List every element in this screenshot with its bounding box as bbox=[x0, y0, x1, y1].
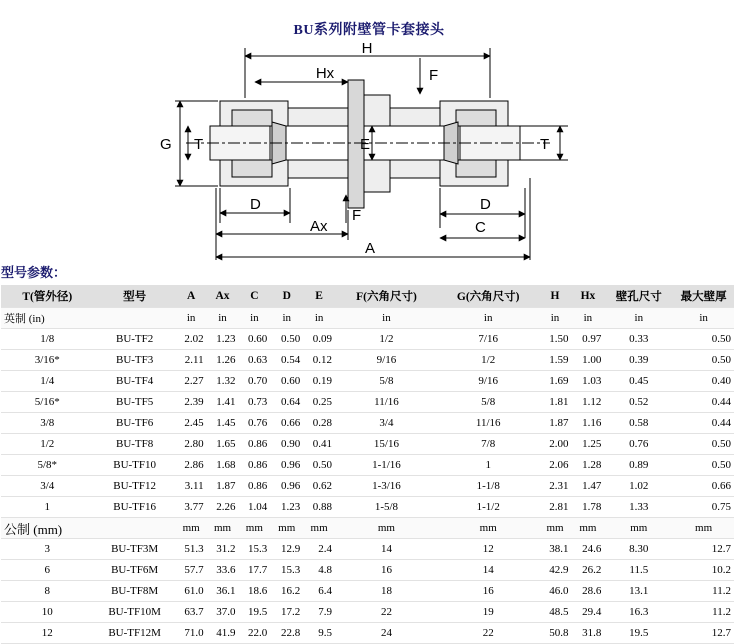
table-cell: 8.30 bbox=[604, 539, 673, 560]
table-cell: in bbox=[207, 308, 239, 329]
table-cell: 1-1/2 bbox=[438, 497, 539, 518]
column-header: 型号 bbox=[94, 285, 176, 308]
table-cell: 0.97 bbox=[571, 329, 604, 350]
table-cell: 1.26 bbox=[207, 350, 239, 371]
table-cell: 2.27 bbox=[176, 371, 207, 392]
label-H: H bbox=[361, 40, 373, 57]
table-row bbox=[1, 350, 734, 371]
table-row bbox=[1, 476, 734, 497]
table-cell: 26.2 bbox=[571, 560, 604, 581]
table-cell: 0.33 bbox=[604, 329, 673, 350]
table-cell bbox=[94, 308, 176, 329]
table-cell: 1.59 bbox=[539, 350, 572, 371]
table-cell: 5/8 bbox=[438, 392, 539, 413]
table-cell: 0.50 bbox=[673, 350, 734, 371]
label-F-top: F bbox=[429, 67, 439, 84]
column-header: A bbox=[176, 285, 207, 308]
table-cell: mm bbox=[438, 518, 539, 539]
table-cell: 1.28 bbox=[571, 455, 604, 476]
table-cell: 0.90 bbox=[270, 434, 303, 455]
table-cell: 公制 (mm) bbox=[1, 518, 94, 539]
table-cell: 8 bbox=[1, 581, 94, 602]
table-cell: 1/2 bbox=[438, 350, 539, 371]
table-cell: 0.86 bbox=[238, 434, 270, 455]
table-cell: mm bbox=[207, 518, 239, 539]
table-cell: 33.6 bbox=[207, 560, 239, 581]
spec-table bbox=[1, 285, 734, 644]
table-cell: 1.33 bbox=[604, 497, 673, 518]
table-cell: 19 bbox=[438, 602, 539, 623]
table-cell: 1.03 bbox=[571, 371, 604, 392]
table-cell: 22.8 bbox=[270, 623, 303, 644]
table-cell: BU-TF5 bbox=[94, 392, 176, 413]
table-cell: 2.02 bbox=[176, 329, 207, 350]
table-row bbox=[1, 371, 734, 392]
table-cell: 1 bbox=[438, 455, 539, 476]
table-cell: in bbox=[270, 308, 303, 329]
table-row bbox=[1, 455, 734, 476]
table-cell: 1/4 bbox=[1, 371, 94, 392]
table-cell: BU-TF3M bbox=[94, 539, 176, 560]
table-cell: 9.5 bbox=[303, 623, 335, 644]
table-cell: 46.0 bbox=[539, 581, 572, 602]
table-cell: BU-TF10 bbox=[94, 455, 176, 476]
label-T-right: T bbox=[540, 136, 550, 153]
column-header: D bbox=[270, 285, 303, 308]
table-cell: 0.70 bbox=[238, 371, 270, 392]
table-row bbox=[1, 392, 734, 413]
table-cell: 16.2 bbox=[270, 581, 303, 602]
table-cell: in bbox=[176, 308, 207, 329]
table-cell: mm bbox=[604, 518, 673, 539]
table-cell: 2.26 bbox=[207, 497, 239, 518]
table-cell: 0.40 bbox=[673, 371, 734, 392]
table-cell: 0.76 bbox=[604, 434, 673, 455]
table-cell: 2.45 bbox=[176, 413, 207, 434]
table-cell: 2.86 bbox=[176, 455, 207, 476]
table-cell: mm bbox=[270, 518, 303, 539]
table-cell: BU-TF12M bbox=[94, 623, 176, 644]
label-C: C bbox=[475, 219, 486, 236]
label-Hx: Hx bbox=[315, 65, 335, 82]
table-header-row bbox=[1, 285, 734, 308]
table-cell: 48.5 bbox=[539, 602, 572, 623]
table-cell: 1.12 bbox=[571, 392, 604, 413]
label-F-bottom: F bbox=[352, 207, 362, 224]
table-cell: 28.6 bbox=[571, 581, 604, 602]
column-header: Hx bbox=[571, 285, 604, 308]
table-cell: 1.02 bbox=[604, 476, 673, 497]
table-cell: 31.2 bbox=[207, 539, 239, 560]
table-cell: 1.68 bbox=[207, 455, 239, 476]
table-cell: 3/4 bbox=[335, 413, 438, 434]
table-cell: 11/16 bbox=[335, 392, 438, 413]
table-cell: 1/2 bbox=[1, 434, 94, 455]
table-cell: 7/8 bbox=[438, 434, 539, 455]
table-cell: mm bbox=[673, 518, 734, 539]
table-cell: 0.75 bbox=[673, 497, 734, 518]
table-cell: 3.77 bbox=[176, 497, 207, 518]
table-cell: 0.52 bbox=[604, 392, 673, 413]
table-cell: 0.54 bbox=[270, 350, 303, 371]
fitting-diagram bbox=[150, 38, 580, 263]
table-cell: in bbox=[335, 308, 438, 329]
table-cell: 57.7 bbox=[176, 560, 207, 581]
table-cell: 9/16 bbox=[438, 371, 539, 392]
table-cell: 15.3 bbox=[238, 539, 270, 560]
table-cell: 0.86 bbox=[238, 476, 270, 497]
column-header: 壁孔尺寸 bbox=[604, 285, 673, 308]
table-cell: 22 bbox=[335, 602, 438, 623]
table-cell: 1.78 bbox=[571, 497, 604, 518]
table-row bbox=[1, 329, 734, 350]
table-cell: BU-TF3 bbox=[94, 350, 176, 371]
table-cell: 1.69 bbox=[539, 371, 572, 392]
table-cell: BU-TF2 bbox=[94, 329, 176, 350]
table-cell: in bbox=[539, 308, 572, 329]
table-cell: 14 bbox=[335, 539, 438, 560]
table-cell: 0.64 bbox=[270, 392, 303, 413]
table-cell: 13.1 bbox=[604, 581, 673, 602]
table-row bbox=[1, 623, 734, 644]
column-header: H bbox=[539, 285, 572, 308]
table-cell: 0.60 bbox=[270, 371, 303, 392]
table-cell: 12.9 bbox=[270, 539, 303, 560]
table-cell: 0.66 bbox=[673, 476, 734, 497]
table-row bbox=[1, 539, 734, 560]
table-cell: 18.6 bbox=[238, 581, 270, 602]
table-cell: 2.81 bbox=[539, 497, 572, 518]
table-cell: 0.28 bbox=[303, 413, 335, 434]
table-cell: 0.19 bbox=[303, 371, 335, 392]
table-cell: 1-5/8 bbox=[335, 497, 438, 518]
table-cell: 0.45 bbox=[604, 371, 673, 392]
table-cell: 1.23 bbox=[270, 497, 303, 518]
table-cell: in bbox=[673, 308, 734, 329]
table-cell: 5/8 bbox=[335, 371, 438, 392]
table-cell: 1-1/16 bbox=[335, 455, 438, 476]
table-cell: 3/16* bbox=[1, 350, 94, 371]
column-header: F(六角尺寸) bbox=[335, 285, 438, 308]
unit-row bbox=[1, 518, 734, 539]
table-cell: 22 bbox=[438, 623, 539, 644]
table-cell: 6 bbox=[1, 560, 94, 581]
table-cell: 1.81 bbox=[539, 392, 572, 413]
table-cell: 7.9 bbox=[303, 602, 335, 623]
table-cell: 2.11 bbox=[176, 350, 207, 371]
page-title: BU系列附壁管卡套接头 bbox=[293, 23, 445, 38]
table-cell: 11.2 bbox=[673, 602, 734, 623]
table-cell: 29.4 bbox=[571, 602, 604, 623]
column-header: 最大壁厚 bbox=[673, 285, 734, 308]
table-cell: 37.0 bbox=[207, 602, 239, 623]
table-cell: 1/2 bbox=[335, 329, 438, 350]
table-cell: 16 bbox=[335, 560, 438, 581]
table-cell: 11.2 bbox=[673, 581, 734, 602]
table-cell: 7/16 bbox=[438, 329, 539, 350]
column-header: T(管外径) bbox=[1, 285, 94, 308]
table-cell: 1.50 bbox=[539, 329, 572, 350]
table-cell: 16 bbox=[438, 581, 539, 602]
table-cell: 41.9 bbox=[207, 623, 239, 644]
label-E: E bbox=[360, 136, 371, 153]
table-cell: 3/8 bbox=[1, 413, 94, 434]
table-cell: 1.87 bbox=[539, 413, 572, 434]
table-row bbox=[1, 602, 734, 623]
table-cell: 0.96 bbox=[270, 455, 303, 476]
column-header: G(六角尺寸) bbox=[438, 285, 539, 308]
table-cell: 1-1/8 bbox=[438, 476, 539, 497]
label-G: G bbox=[160, 136, 172, 153]
table-cell: BU-TF8 bbox=[94, 434, 176, 455]
table-cell: 0.09 bbox=[303, 329, 335, 350]
table-cell: 50.8 bbox=[539, 623, 572, 644]
unit-row bbox=[1, 308, 734, 329]
table-row bbox=[1, 581, 734, 602]
table-cell: 22.0 bbox=[238, 623, 270, 644]
table-cell: 38.1 bbox=[539, 539, 572, 560]
table-cell: 71.0 bbox=[176, 623, 207, 644]
table-cell: 1.41 bbox=[207, 392, 239, 413]
table-cell: 6.4 bbox=[303, 581, 335, 602]
table-cell: 0.44 bbox=[673, 413, 734, 434]
table-cell: 0.96 bbox=[270, 476, 303, 497]
table-cell: 24 bbox=[335, 623, 438, 644]
table-cell: 14 bbox=[438, 560, 539, 581]
table-cell: 0.62 bbox=[303, 476, 335, 497]
table-cell: mm bbox=[238, 518, 270, 539]
table-cell: 10 bbox=[1, 602, 94, 623]
table-cell: 0.88 bbox=[303, 497, 335, 518]
table-cell: 0.50 bbox=[673, 434, 734, 455]
table-cell: BU-TF8M bbox=[94, 581, 176, 602]
table-cell: 2.06 bbox=[539, 455, 572, 476]
table-cell: 19.5 bbox=[238, 602, 270, 623]
table-cell: 17.7 bbox=[238, 560, 270, 581]
table-cell: 2.80 bbox=[176, 434, 207, 455]
table-cell: mm bbox=[539, 518, 572, 539]
label-D-left: D bbox=[250, 196, 261, 213]
table-cell: 4.8 bbox=[303, 560, 335, 581]
table-cell: 24.6 bbox=[571, 539, 604, 560]
column-header: C bbox=[238, 285, 270, 308]
table-cell: BU-TF12 bbox=[94, 476, 176, 497]
table-cell: 10.2 bbox=[673, 560, 734, 581]
table-cell: BU-TF6 bbox=[94, 413, 176, 434]
table-cell: 0.44 bbox=[673, 392, 734, 413]
table-cell: 1.16 bbox=[571, 413, 604, 434]
table-cell: 31.8 bbox=[571, 623, 604, 644]
table-cell: 15.3 bbox=[270, 560, 303, 581]
table-cell: in bbox=[571, 308, 604, 329]
table-cell: 3 bbox=[1, 539, 94, 560]
table-cell: 2.00 bbox=[539, 434, 572, 455]
label-T-left: T bbox=[194, 136, 204, 153]
table-cell: BU-TF6M bbox=[94, 560, 176, 581]
table-cell: 0.12 bbox=[303, 350, 335, 371]
table-cell: BU-TF10M bbox=[94, 602, 176, 623]
table-cell: 19.5 bbox=[604, 623, 673, 644]
table-cell: 1.00 bbox=[571, 350, 604, 371]
table-cell: 42.9 bbox=[539, 560, 572, 581]
table-cell: 11/16 bbox=[438, 413, 539, 434]
column-header: Ax bbox=[207, 285, 239, 308]
table-cell: 5/8* bbox=[1, 455, 94, 476]
table-cell: 1 bbox=[1, 497, 94, 518]
table-cell: 18 bbox=[335, 581, 438, 602]
table-cell: 0.86 bbox=[238, 455, 270, 476]
table-cell: 61.0 bbox=[176, 581, 207, 602]
table-cell: mm bbox=[335, 518, 438, 539]
table-cell: BU-TF4 bbox=[94, 371, 176, 392]
table-cell: mm bbox=[176, 518, 207, 539]
table-cell: 1.47 bbox=[571, 476, 604, 497]
table-cell: 16.3 bbox=[604, 602, 673, 623]
table-cell: 63.7 bbox=[176, 602, 207, 623]
table-cell: 0.50 bbox=[303, 455, 335, 476]
table-cell: 1-3/16 bbox=[335, 476, 438, 497]
label-D-right: D bbox=[480, 196, 491, 213]
table-cell: 15/16 bbox=[335, 434, 438, 455]
table-cell: 2.39 bbox=[176, 392, 207, 413]
table-cell bbox=[94, 518, 176, 539]
table-cell: 2.4 bbox=[303, 539, 335, 560]
table-cell: 0.39 bbox=[604, 350, 673, 371]
section-label: 型号参数： bbox=[1, 265, 67, 280]
table-row bbox=[1, 434, 734, 455]
table-cell: mm bbox=[303, 518, 335, 539]
table-cell: 11.5 bbox=[604, 560, 673, 581]
table-cell: 12.7 bbox=[673, 539, 734, 560]
table-cell: 1.04 bbox=[238, 497, 270, 518]
label-A: A bbox=[365, 240, 376, 257]
table-cell: 英制 (in) bbox=[1, 308, 94, 329]
table-cell: 9/16 bbox=[335, 350, 438, 371]
table-cell: 0.41 bbox=[303, 434, 335, 455]
table-cell: 3/4 bbox=[1, 476, 94, 497]
table-cell: 5/16* bbox=[1, 392, 94, 413]
table-cell: 0.50 bbox=[673, 455, 734, 476]
table-cell: mm bbox=[571, 518, 604, 539]
table-cell: 0.63 bbox=[238, 350, 270, 371]
table-cell: in bbox=[303, 308, 335, 329]
table-cell: 51.3 bbox=[176, 539, 207, 560]
table-cell: 0.50 bbox=[673, 329, 734, 350]
table-cell: in bbox=[604, 308, 673, 329]
table-cell: 1/8 bbox=[1, 329, 94, 350]
table-cell: 17.2 bbox=[270, 602, 303, 623]
table-cell: 2.31 bbox=[539, 476, 572, 497]
table-cell: 12 bbox=[438, 539, 539, 560]
table-cell: 3.11 bbox=[176, 476, 207, 497]
table-cell: 1.25 bbox=[571, 434, 604, 455]
table-cell: 12.7 bbox=[673, 623, 734, 644]
label-Ax: Ax bbox=[310, 218, 328, 235]
table-cell: 0.66 bbox=[270, 413, 303, 434]
table-cell: 1.32 bbox=[207, 371, 239, 392]
table-cell: BU-TF16 bbox=[94, 497, 176, 518]
table-cell: 0.50 bbox=[270, 329, 303, 350]
table-cell: 0.60 bbox=[238, 329, 270, 350]
table-cell: 0.58 bbox=[604, 413, 673, 434]
table-cell: 0.73 bbox=[238, 392, 270, 413]
table-row bbox=[1, 413, 734, 434]
table-row bbox=[1, 560, 734, 581]
table-cell: 1.23 bbox=[207, 329, 239, 350]
table-cell: 12 bbox=[1, 623, 94, 644]
table-cell: 1.87 bbox=[207, 476, 239, 497]
table-cell: 0.25 bbox=[303, 392, 335, 413]
table-cell: 1.45 bbox=[207, 413, 239, 434]
column-header: E bbox=[303, 285, 335, 308]
table-cell: in bbox=[438, 308, 539, 329]
table-cell: 0.76 bbox=[238, 413, 270, 434]
table-cell: 36.1 bbox=[207, 581, 239, 602]
table-cell: 0.89 bbox=[604, 455, 673, 476]
table-cell: in bbox=[238, 308, 270, 329]
table-cell: 1.65 bbox=[207, 434, 239, 455]
table-row bbox=[1, 497, 734, 518]
